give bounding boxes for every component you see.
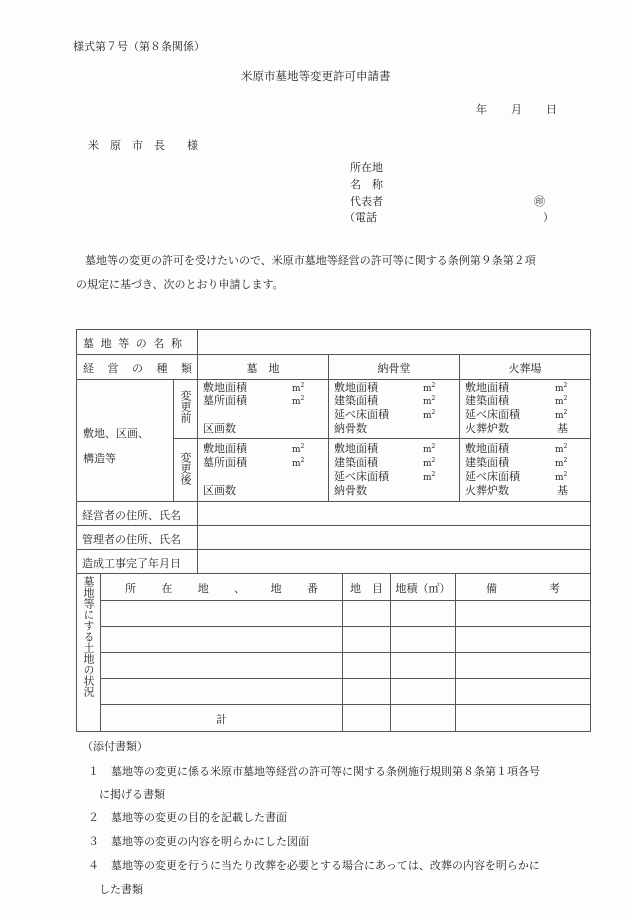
operator-field[interactable] (198, 502, 589, 525)
category-header: 地 目 (350, 582, 383, 595)
land-status-label: 墓地等にする土地の状況 (82, 576, 95, 697)
addressee: 米 原 市 長 様 (88, 139, 198, 152)
unit-m2: $m^2$ (292, 443, 305, 455)
after-crematory-floor-area: 延べ床面積 (465, 470, 520, 483)
manager-field[interactable] (198, 526, 589, 549)
after-ossuary-building-area: 建築面積 (334, 456, 378, 469)
document-title: 米原市墓地等変更許可申請書 (241, 69, 391, 83)
after-crematory-building-area: 建築面積 (465, 456, 509, 469)
after-cemetery-plot-area: 墓所面積 (203, 456, 247, 469)
structure-label-line-2: 構造等 (83, 452, 116, 465)
attachment-3-text: 墓地等の変更の内容を明らかにした図面 (111, 835, 309, 848)
before-ossuary-site-area: 敷地面積 (334, 381, 378, 394)
attachment-4-text: 墓地等の変更を行うに当たり改葬を必要とする場合にあっては、改葬の内容を明らかに (111, 859, 540, 872)
applicant-phone-close: ） (543, 211, 554, 224)
area-header: 地積（㎡） (395, 582, 451, 595)
after-cemetery-site-area: 敷地面積 (203, 442, 247, 455)
unit-m2: $m^2$ (555, 471, 568, 483)
structure-label-line-1: 敷地、区画、 (83, 427, 149, 440)
after-change-label: 変更後 (179, 452, 192, 485)
before-ossuary-building-area: 建築面積 (334, 394, 378, 407)
unit-m2: $m^2$ (423, 457, 436, 469)
unit-m2: $m^2$ (423, 395, 436, 407)
date-day: 日 (546, 103, 557, 116)
unit-m2: $m^2$ (292, 457, 305, 469)
unit-m2: $m^2$ (555, 382, 568, 394)
before-cemetery-plot-area: 墓所面積 (203, 394, 247, 407)
operator-label: 経営者の住所、氏名 (82, 509, 181, 522)
date-month: 月 (511, 103, 522, 116)
unit-m2: $m^2$ (555, 409, 568, 421)
before-crematory-site-area: 敷地面積 (465, 381, 509, 394)
cemetery-name-field[interactable] (198, 330, 589, 354)
before-ossuary-count: 納骨数 (334, 422, 367, 435)
applicant-name-label: 名 称 (350, 178, 383, 191)
unit-m2: $m^2$ (423, 471, 436, 483)
management-type-label: 経営の種類 (83, 362, 206, 375)
application-table (76, 329, 591, 732)
cemetery-name-label: 墓地等の名称 (83, 337, 189, 350)
intro-line-1: 墓地等の変更の許可を受けたいので、米原市墓地等経営の許可等に関する条例第９条第２項 (74, 254, 536, 267)
before-change-label: 変更前 (179, 390, 192, 423)
attachment-4-number: ４ (88, 859, 99, 872)
total-label: 計 (216, 713, 227, 726)
unit-m2: $m^2$ (423, 382, 436, 394)
after-ossuary-floor-area: 延べ床面積 (334, 470, 389, 483)
after-crematory-furnaces: 火葬炉数 (465, 484, 509, 497)
unit-m2: $m^2$ (423, 443, 436, 455)
type-ossuary: 納骨堂 (377, 362, 411, 375)
intro-line-2: の規定に基づき、次のとおり申請します。 (76, 278, 284, 291)
after-cemetery-plots: 区画数 (203, 484, 236, 497)
unit-m2: $m^2$ (423, 409, 436, 421)
before-crematory-furnaces: 火葬炉数 (465, 422, 509, 435)
attachment-2-text: 墓地等の変更の目的を記載した書面 (111, 811, 287, 824)
applicant-representative-label: 代表者 (350, 195, 383, 208)
after-crematory-site-area: 敷地面積 (465, 442, 509, 455)
type-cemetery: 墓 地 (246, 362, 280, 375)
unit-m2: $m^2$ (555, 395, 568, 407)
unit-m2: $m^2$ (292, 395, 305, 407)
completion-date-label: 造成工事完了年月日 (82, 557, 181, 570)
completion-date-field[interactable] (198, 550, 589, 573)
attachment-3-number: ３ (88, 835, 99, 848)
attachment-2-number: ２ (88, 811, 99, 824)
type-crematory: 火葬場 (508, 362, 542, 375)
attachments-heading: （添付書類） (82, 740, 148, 753)
form-number: 様式第７号（第８条関係） (73, 40, 205, 53)
attachment-4-text-cont: した書類 (99, 883, 143, 896)
before-crematory-building-area: 建築面積 (465, 394, 509, 407)
attachment-1-number: １ (88, 765, 99, 778)
before-cemetery-site-area: 敷地面積 (203, 381, 247, 394)
after-ossuary-count: 納骨数 (334, 484, 367, 497)
unit-m2: $m^2$ (555, 457, 568, 469)
manager-label: 管理者の住所、氏名 (82, 533, 181, 546)
attachment-1-text: 墓地等の変更に係る米原市墓地等経営の許可等に関する条例施行規則第８条第１項各号 (111, 765, 540, 778)
attachment-1-text-cont: に掲げる書類 (99, 788, 165, 801)
before-cemetery-plots: 区画数 (203, 422, 236, 435)
after-ossuary-site-area: 敷地面積 (334, 442, 378, 455)
applicant-phone-label: （電話 (344, 211, 377, 224)
seal-mark: ㊞ (534, 195, 545, 208)
unit-ki: 基 (557, 484, 568, 497)
location-header: 所 在 地 、 地 番 (125, 582, 318, 595)
before-crematory-floor-area: 延べ床面積 (465, 408, 520, 421)
unit-m2: $m^2$ (555, 443, 568, 455)
unit-ki: 基 (557, 422, 568, 435)
applicant-location-label: 所在地 (350, 161, 383, 174)
unit-m2: $m^2$ (292, 382, 305, 394)
remarks-header: 備 考 (486, 582, 560, 595)
before-ossuary-floor-area: 延べ床面積 (334, 408, 389, 421)
date-year: 年 (476, 103, 487, 116)
